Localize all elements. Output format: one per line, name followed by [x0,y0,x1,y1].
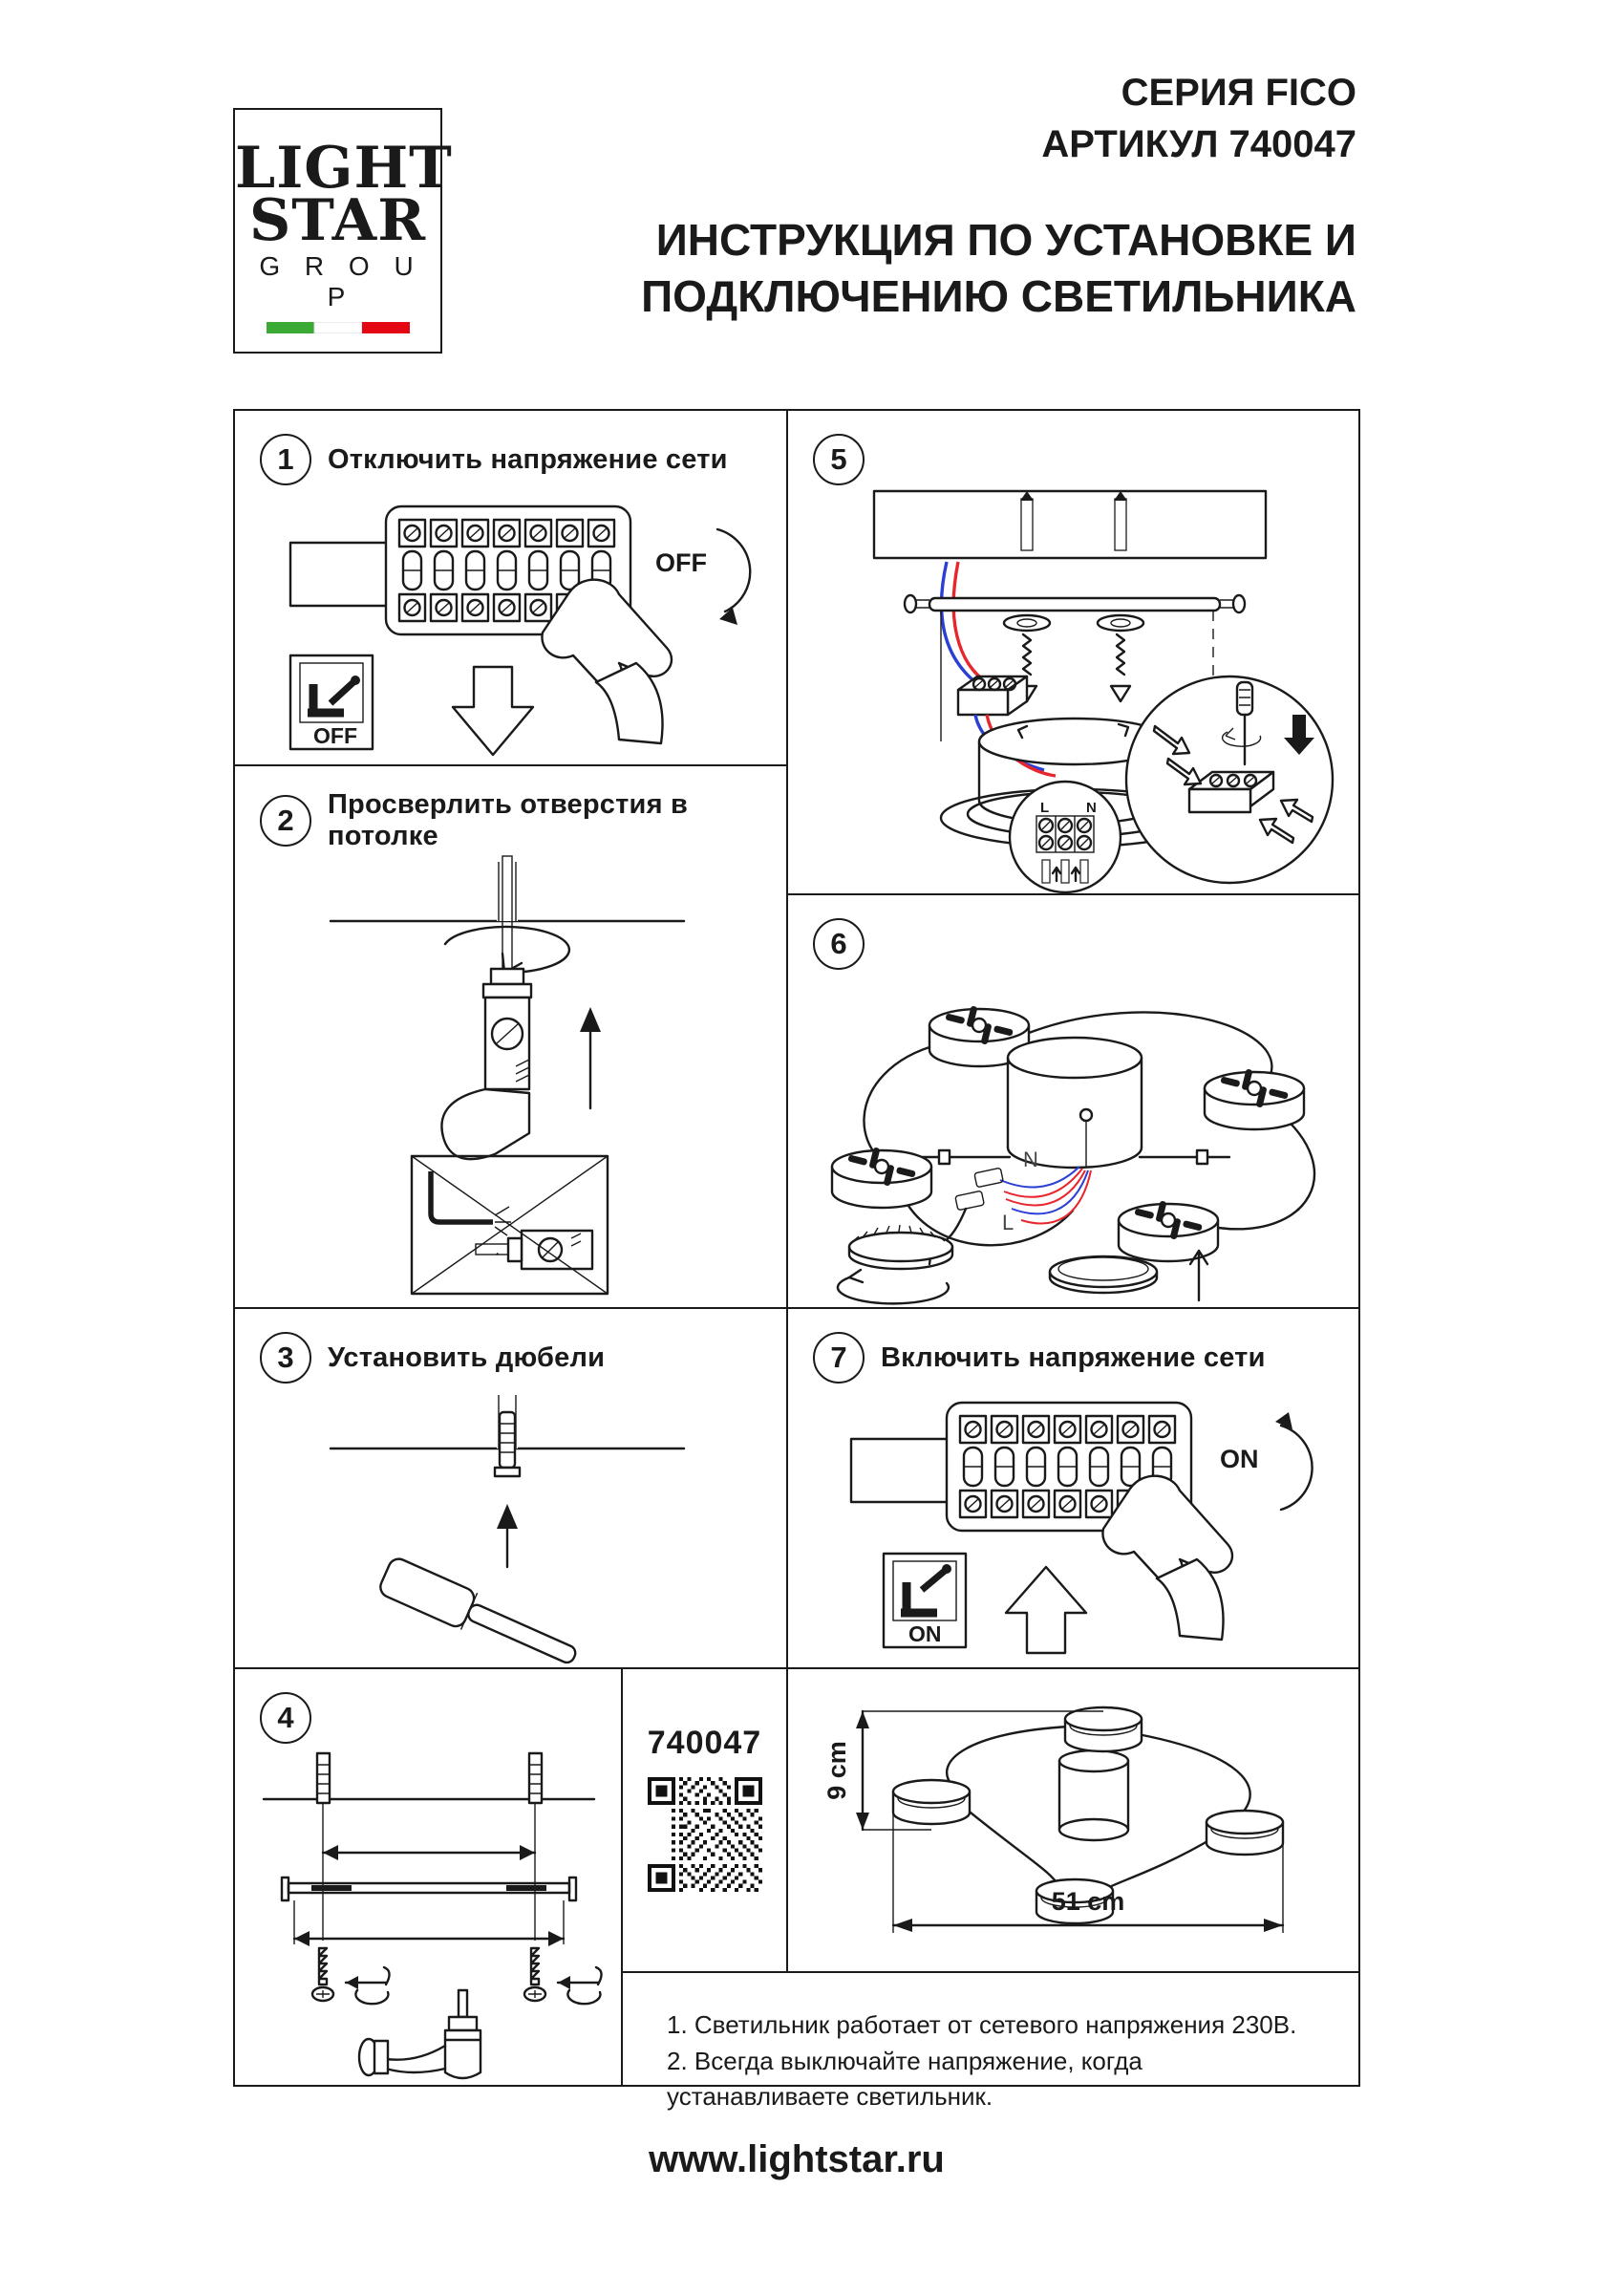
qr-cell [623,1669,788,1973]
svg-text:N: N [1086,800,1097,816]
svg-text:ON: ON [908,1621,942,1646]
width-dimension-label: 51 cm [1051,1887,1125,1916]
logo-word-group: G R O U P [259,251,422,312]
step-6-number: 6 [813,918,865,970]
drill-ceiling-illustration [235,852,786,1317]
series-name: СЕРИЯ FICO [1121,72,1356,114]
logo-word-star: STAR [248,187,427,255]
website-url: www.lightstar.ru [649,2138,945,2180]
fixture-assembly-illustration [788,970,1356,1306]
qr-code [648,1777,762,1892]
terminal-block [958,676,1027,715]
qr-article-number: 740047 [647,1725,762,1761]
step-4-number: 4 [260,1692,311,1744]
step-5-cell [788,411,1358,895]
italian-flag-icon [267,322,410,333]
step-1-cell [235,411,788,766]
ring-part [838,1225,952,1303]
page-title: ИНСТРУКЦИЯ ПО УСТАНОВКЕ И ПОДКЛЮЧЕНИЮ СВЕТИЛЬНИКА [641,215,1356,321]
step-3-label: Установить дюбели [328,1341,606,1373]
svg-text:OFF: OFF [313,723,357,748]
step-5-number: 5 [813,434,865,485]
step-7-label: Включить напряжение сети [881,1341,1266,1373]
svg-text:ON: ON [1220,1445,1259,1473]
dimensions-illustration [788,1669,1356,1971]
step-6-cell [788,895,1358,1309]
cover-part [1050,1256,1157,1293]
lightstar-logo [233,108,453,354]
bracket-wiring-illustration [788,485,1356,896]
step-1-label: Отключить напряжение сети [328,443,728,475]
step-4-cell [235,1669,623,2085]
svg-text:L: L [1002,1211,1014,1234]
dimensions-cell [788,1669,1358,1973]
step-2-cell [235,766,788,1309]
step-1-number: 1 [260,434,311,485]
step-7-number: 7 [813,1332,865,1384]
note-2: 2. Всегда выключайте напряжение, когда устанавливаете светильник. [667,2046,1143,2112]
height-dimension-label: 9 cm [822,1741,851,1800]
logo-word-light: LIGHT [235,135,453,202]
step-7-cell [788,1309,1358,1669]
step-3-number: 3 [260,1332,311,1384]
step-2-number: 2 [260,795,311,847]
mounting-bar-illustration [235,1744,621,2084]
notes-box [623,1973,1358,2112]
article-number: АРТИКУЛ 740047 [1041,123,1356,165]
breaker-off-illustration [235,485,786,762]
instruction-grid [233,409,1360,2112]
step-3-cell [235,1309,788,1669]
breaker-on-illustration [788,1384,1356,1665]
note-1: 1. Светильник работает от сетевого напряжения 230В. [667,2010,1297,2039]
svg-text:OFF: OFF [655,548,707,577]
svg-text:L: L [1040,800,1050,816]
step-2-label: Просверлить отверстия в потолке [328,789,688,851]
dowel-hammer-illustration [235,1384,786,1665]
svg-text:N: N [1023,1148,1038,1171]
